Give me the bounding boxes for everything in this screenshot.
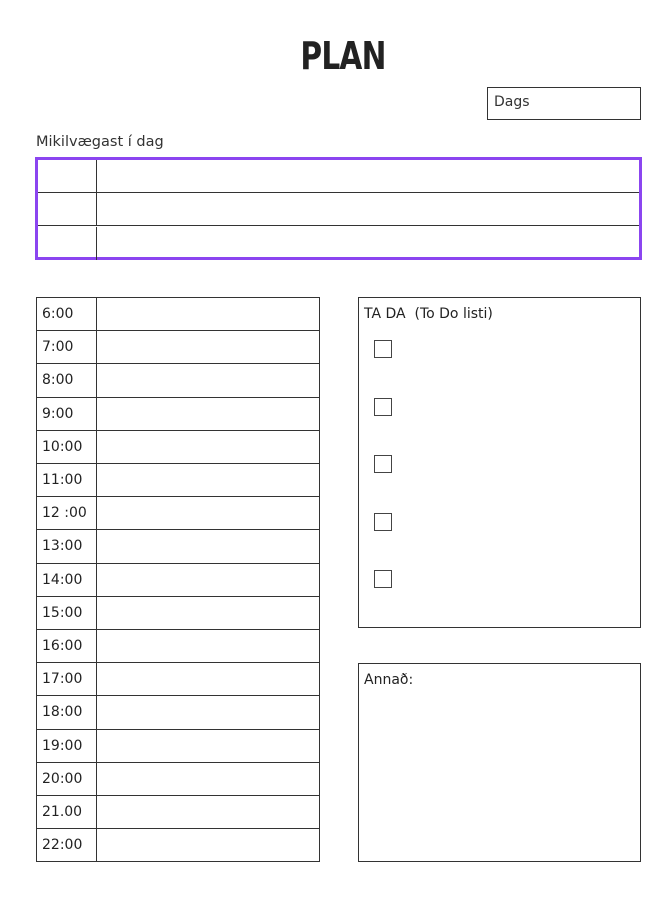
schedule-time: 8:00 (42, 372, 74, 389)
priorities-label: Mikilvægast í dag (36, 134, 164, 150)
schedule-row-divider (96, 663, 97, 695)
schedule-row-divider (96, 298, 97, 330)
priority-row[interactable] (38, 193, 639, 226)
schedule-time: 13:00 (42, 538, 83, 555)
date-field[interactable] (487, 87, 641, 120)
schedule-row-divider (96, 364, 97, 396)
schedule-row[interactable] (37, 497, 319, 530)
schedule-time: 10:00 (42, 438, 83, 455)
schedule-time: 19:00 (42, 737, 83, 754)
schedule-row-divider (96, 564, 97, 596)
schedule-row[interactable] (37, 464, 319, 497)
schedule-row[interactable] (37, 829, 319, 862)
schedule-row[interactable] (37, 530, 319, 563)
todo-checkbox[interactable] (374, 570, 392, 588)
hourly-schedule (36, 297, 320, 862)
schedule-time: 6:00 (42, 306, 74, 322)
schedule-time: 20:00 (42, 770, 83, 787)
schedule-time: 12 :00 (42, 505, 87, 522)
schedule-row[interactable] (37, 431, 319, 464)
schedule-row[interactable] (37, 630, 319, 663)
todo-checkbox[interactable] (374, 340, 392, 358)
schedule-time: 14:00 (42, 571, 83, 588)
date-label: Dags (494, 94, 530, 110)
notes-title: Annað: (364, 672, 414, 688)
schedule-row-divider (96, 431, 97, 463)
priority-row[interactable] (38, 160, 639, 193)
schedule-row[interactable] (37, 663, 319, 696)
schedule-time: 22:00 (42, 837, 83, 854)
schedule-row-divider (96, 630, 97, 662)
schedule-row[interactable] (37, 564, 319, 597)
schedule-row-divider (96, 730, 97, 762)
schedule-time: 18:00 (42, 704, 83, 721)
schedule-time: 11:00 (42, 472, 83, 488)
schedule-row-divider (96, 796, 97, 828)
schedule-time: 21.00 (42, 804, 83, 820)
todo-checkbox[interactable] (374, 455, 392, 473)
schedule-row-divider (96, 829, 97, 862)
schedule-time: 15:00 (42, 604, 83, 621)
notes-box[interactable] (358, 663, 641, 862)
schedule-row[interactable] (37, 398, 319, 431)
schedule-row[interactable] (37, 298, 319, 331)
schedule-row-divider (96, 597, 97, 629)
schedule-row[interactable] (37, 331, 319, 364)
schedule-row-divider (96, 763, 97, 795)
todo-list (358, 297, 641, 628)
priority-row-divider (96, 193, 97, 225)
schedule-row-divider (96, 696, 97, 728)
schedule-time: 16:00 (42, 638, 83, 654)
schedule-time: 17:00 (42, 671, 83, 688)
schedule-row[interactable] (37, 730, 319, 763)
priorities-table (35, 157, 642, 260)
schedule-row[interactable] (37, 597, 319, 630)
schedule-row[interactable] (37, 796, 319, 829)
schedule-row[interactable] (37, 696, 319, 729)
schedule-time: 7:00 (42, 339, 74, 356)
schedule-row[interactable] (37, 364, 319, 397)
schedule-row-divider (96, 464, 97, 496)
schedule-row-divider (96, 497, 97, 529)
todo-checkbox[interactable] (374, 398, 392, 416)
priority-row-divider (96, 160, 97, 192)
schedule-row-divider (96, 530, 97, 562)
page-title: PLAN (300, 34, 386, 78)
todo-checkbox[interactable] (374, 513, 392, 531)
schedule-row[interactable] (37, 763, 319, 796)
schedule-row-divider (96, 398, 97, 430)
priority-row-divider (96, 227, 97, 260)
priority-row[interactable] (38, 227, 639, 260)
schedule-row-divider (96, 331, 97, 363)
todo-title: TA DA (To Do listi) (364, 306, 493, 322)
schedule-time: 9:00 (42, 405, 74, 422)
